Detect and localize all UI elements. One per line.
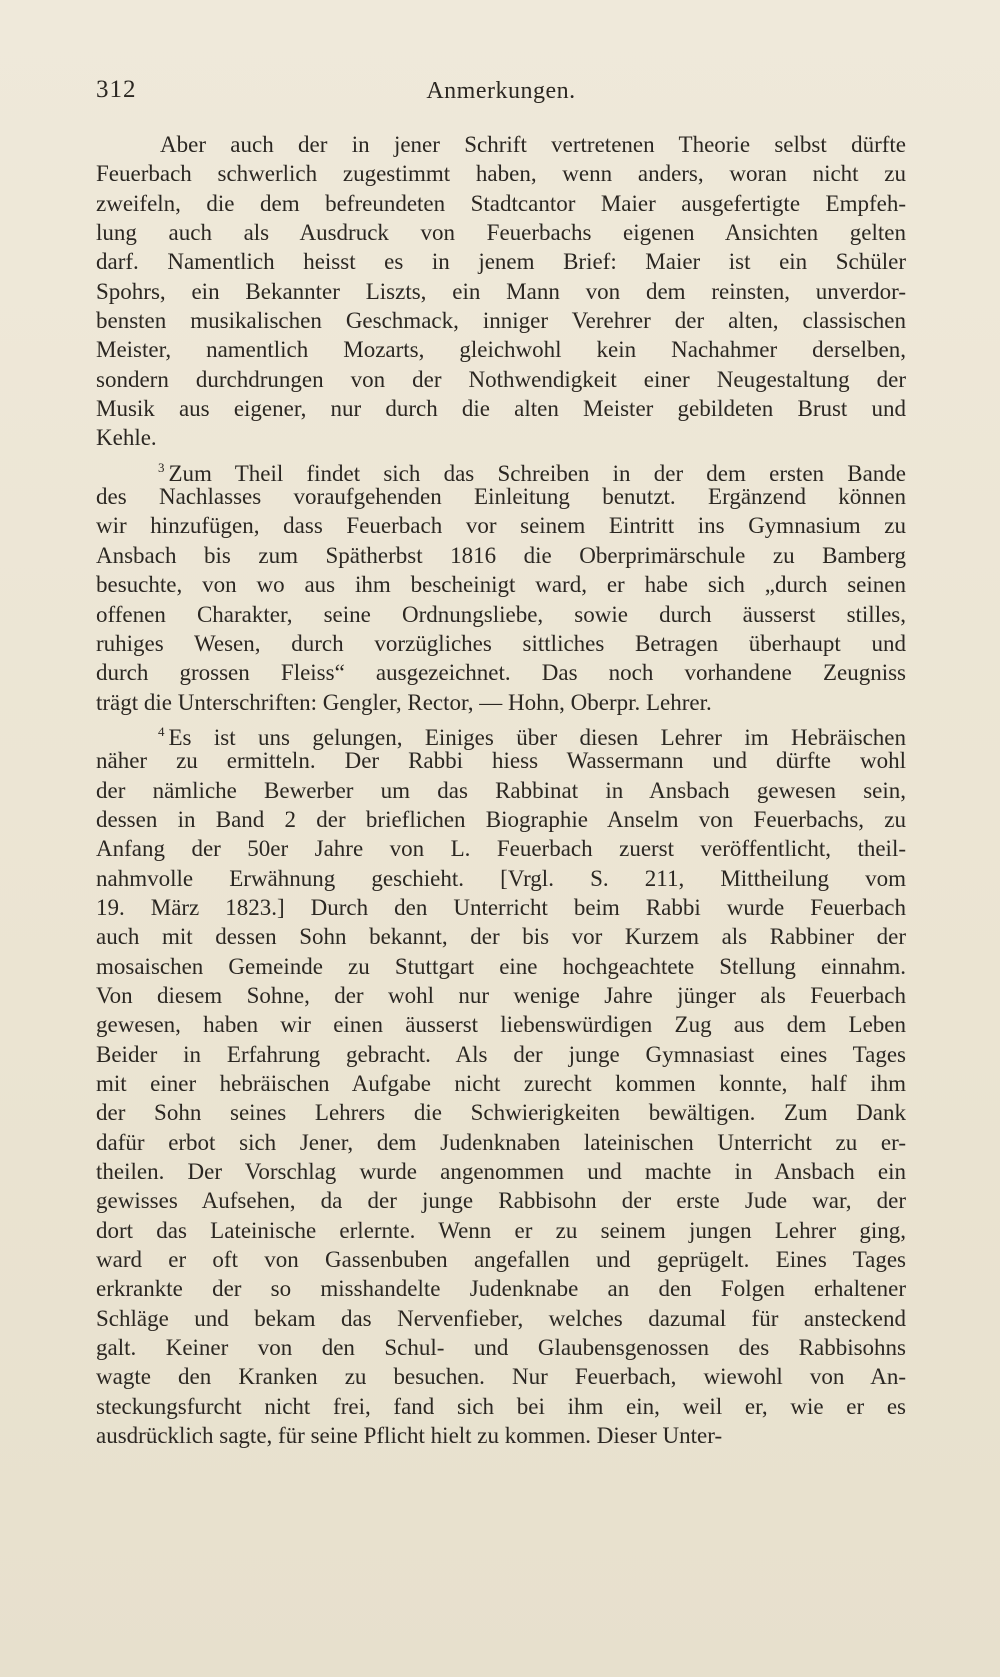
text-line [96,306,906,335]
text-line [96,1216,906,1245]
text-line [96,688,906,717]
text-line [96,365,906,394]
running-head: Anmerkungen. [426,78,576,104]
line-text: Spohrs, ein Bekannter Liszts, ein Mann von dem reinsten, unverdor- [96,278,906,304]
text-line [96,1274,906,1303]
text-line [96,600,906,629]
text-line [96,277,906,306]
line-text: näher zu ermitteln. Der Rabbi hiess Wassermann und dürfte wohl [96,748,906,774]
footnote-marker: 3 [158,459,165,475]
line-text: Beider in Erfahrung gebracht. Als der junge Gymnasiast eines Tages [96,1041,906,1067]
line-text: trägt die Unterschriften: Gengler, Rector, — Hohn, Oberpr. Lehrer. [96,689,712,715]
line-text: der Sohn seines Lehrers die Schwierigkeiten bewältigen. Zum Dank [96,1100,906,1126]
line-text: dafür erbot sich Jener, dem Judenknaben lateinischen Unterricht zu er- [96,1129,906,1155]
text-line [96,159,906,188]
text-line [96,1421,906,1450]
text-line [96,629,906,658]
text-line [96,453,906,486]
line-text: dessen in Band 2 der brieflichen Biographie Anselm von Feuerbachs, zu [96,806,906,832]
line-text: Kehle. [96,425,157,451]
text-line [96,952,906,981]
text-line [96,1392,906,1421]
line-text: ruhiges Wesen, durch vorzügliches sittliches Betragen überhaupt und [96,630,906,656]
text-line [96,776,906,805]
text-line [96,1098,906,1127]
text-line [96,1333,906,1362]
text-line [96,1128,906,1157]
text-line [96,1069,906,1098]
text-line [96,247,906,276]
text-line [96,335,906,364]
line-text: mosaischen Gemeinde zu Stuttgart eine hochgeachtete Stellung einnahm. [96,953,906,979]
page-header [96,76,906,112]
text-line [96,482,906,511]
text-line [96,1304,906,1333]
line-text: wir hinzufügen, dass Feuerbach vor seinem Eintritt ins Gymnasium zu [96,513,906,539]
text-line [96,423,906,452]
line-text: Meister, namentlich Mozarts, gleichwohl kein Nachahmer derselben, [96,337,906,363]
line-text: ausdrücklich sagte, für seine Pflicht hielt zu kommen. Dieser Unter- [96,1423,723,1449]
footnote-paragraph [96,453,906,717]
footnote-marker: 4 [158,723,165,739]
text-line [96,981,906,1010]
line-text: dort das Lateinische erlernte. Wenn er zu seinem jungen Lehrer ging, [96,1217,906,1243]
line-text: sondern durchdrungen von der Nothwendigkeit einer Neugestaltung der [96,366,906,392]
line-text: offenen Charakter, seine Ordnungsliebe, sowie durch äusserst stilles, [96,601,906,627]
text-line [96,864,906,893]
line-text: Es ist uns gelungen, Einiges über diesen Lehrer im Hebräischen [168,724,906,750]
text-line [96,570,906,599]
text-line [96,658,906,687]
text-line [96,1040,906,1069]
line-text: zweifeln, die dem befreundeten Stadtcantor Maier ausgefertigte Empfeh- [96,190,906,216]
text-line [96,1157,906,1186]
line-text: Zum Theil findet sich das Schreiben in der dem ersten Bande [168,460,906,486]
text-line [96,1362,906,1391]
text-line [96,834,906,863]
line-text: lung auch als Ausdruck von Feuerbachs eigenen Ansichten gelten [96,220,906,246]
line-text: galt. Keiner von den Schul- und Glaubensgenossen des Rabbisohns [96,1335,906,1361]
text-line [96,511,906,540]
text-line [96,805,906,834]
line-text: steckungsfurcht nicht frei, fand sich bei ihm ein, weil er, wie er es [96,1393,906,1419]
line-text: Musik aus eigener, nur durch die alten Meister gebildeten Brust und [96,396,906,422]
line-text: theilen. Der Vorschlag wurde angenommen und machte in Ansbach ein [96,1159,906,1185]
line-text: Feuerbach schwerlich zugestimmt haben, wenn anders, woran nicht zu [96,161,906,187]
paragraph [96,130,906,453]
line-text: gewesen, haben wir einen äusserst liebenswürdigen Zug aus dem Leben [96,1012,906,1038]
text-line [96,746,906,775]
line-text: 19. März 1823.] Durch den Unterricht beim Rabbi wurde Feuerbach [96,894,906,920]
footnote-paragraph [96,717,906,1451]
text-line [96,218,906,247]
text-line [96,541,906,570]
line-text: bensten musikalischen Geschmack, inniger Verehrer der alten, classischen [96,308,906,334]
line-text: nahmvolle Erwähnung geschieht. [Vrgl. S. 211, Mittheilung vom [96,865,906,891]
line-text: Ansbach bis zum Spätherbst 1816 die Oberprimärschule zu Bamberg [96,542,906,568]
line-text: darf. Namentlich heisst es in jenem Brief: Maier ist ein Schüler [96,249,906,275]
text-line [96,717,906,750]
line-text: besuchte, von wo aus ihm bescheinigt ward, er habe sich „durch seinen [96,572,906,598]
page-number: 312 [96,76,137,103]
line-text: des Nachlasses voraufgehenden Einleitung benutzt. Ergänzend können [96,484,906,510]
line-text: wagte den Kranken zu besuchen. Nur Feuerbach, wiewohl von An- [96,1364,906,1390]
text-line [96,1186,906,1215]
text-line [96,130,906,159]
line-text: gewisses Aufsehen, da der junge Rabbisohn der erste Jude war, der [96,1188,906,1214]
text-line [96,922,906,951]
text-line [96,1010,906,1039]
text-line [96,1245,906,1274]
line-text: ward er oft von Gassenbuben angefallen und geprügelt. Eines Tages [96,1247,906,1273]
line-text: mit einer hebräischen Aufgabe nicht zurecht kommen konnte, half ihm [96,1071,906,1096]
line-text: Schläge und bekam das Nervenfieber, welches dazumal für ansteckend [96,1305,906,1331]
line-text: erkrankte der so misshandelte Judenknabe an den Folgen erhaltener [96,1276,906,1302]
line-text: auch mit dessen Sohn bekannt, der bis vor Kurzem als Rabbiner der [96,924,906,950]
body-text [96,130,906,1450]
line-text: Aber auch der in jener Schrift vertretenen Theorie selbst dürfte [160,132,906,157]
text-line [96,189,906,218]
line-text: Von diesem Sohne, der wohl nur wenige Jahre jünger als Feuerbach [96,982,906,1008]
text-line [96,394,906,423]
line-text: durch grossen Fleiss“ ausgezeichnet. Das noch vorhandene Zeugniss [96,660,906,686]
text-line [96,893,906,922]
line-text: Anfang der 50er Jahre von L. Feuerbach zuerst veröffentlicht, theil- [96,836,906,862]
line-text: der nämliche Bewerber um das Rabbinat in Ansbach gewesen sein, [96,777,906,803]
